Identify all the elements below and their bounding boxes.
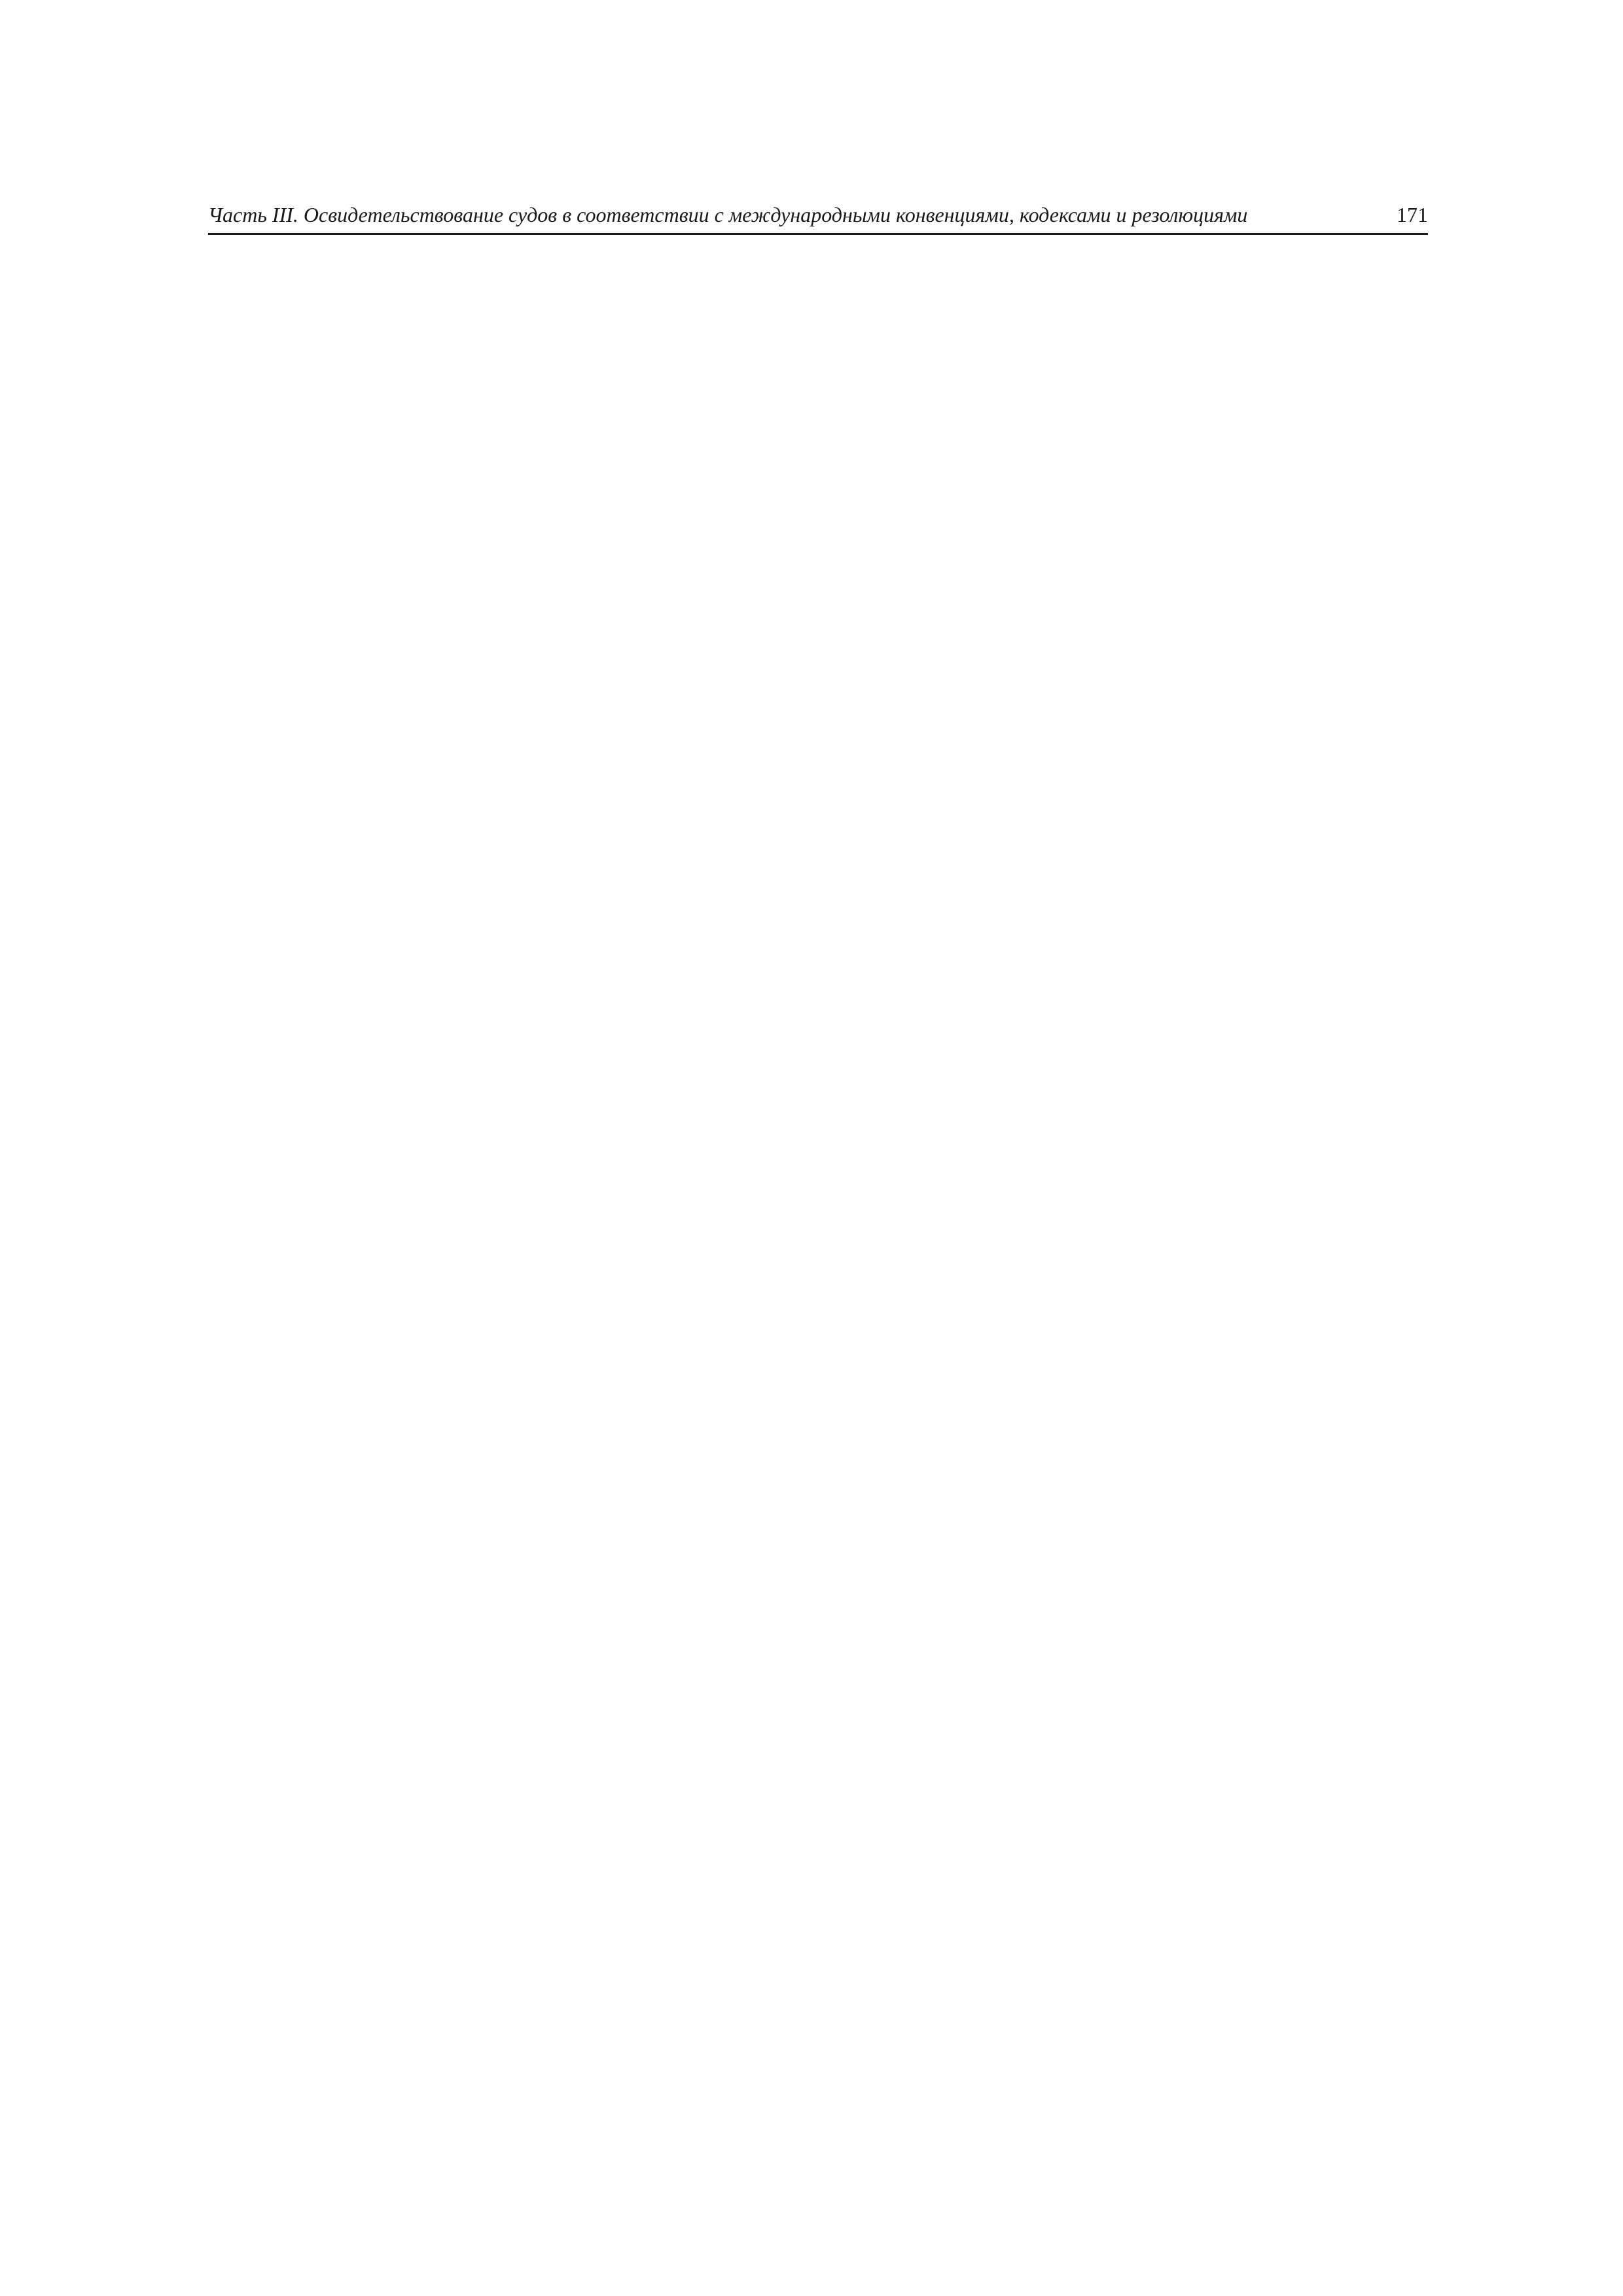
header-rule: [208, 233, 1428, 235]
running-header-title: Часть III. Освидетельствование судов в соответствии с международными конвенциями, кодексами и резолюциями: [208, 203, 1248, 226]
page-number: 171: [1397, 203, 1428, 226]
running-header: [208, 203, 1428, 233]
